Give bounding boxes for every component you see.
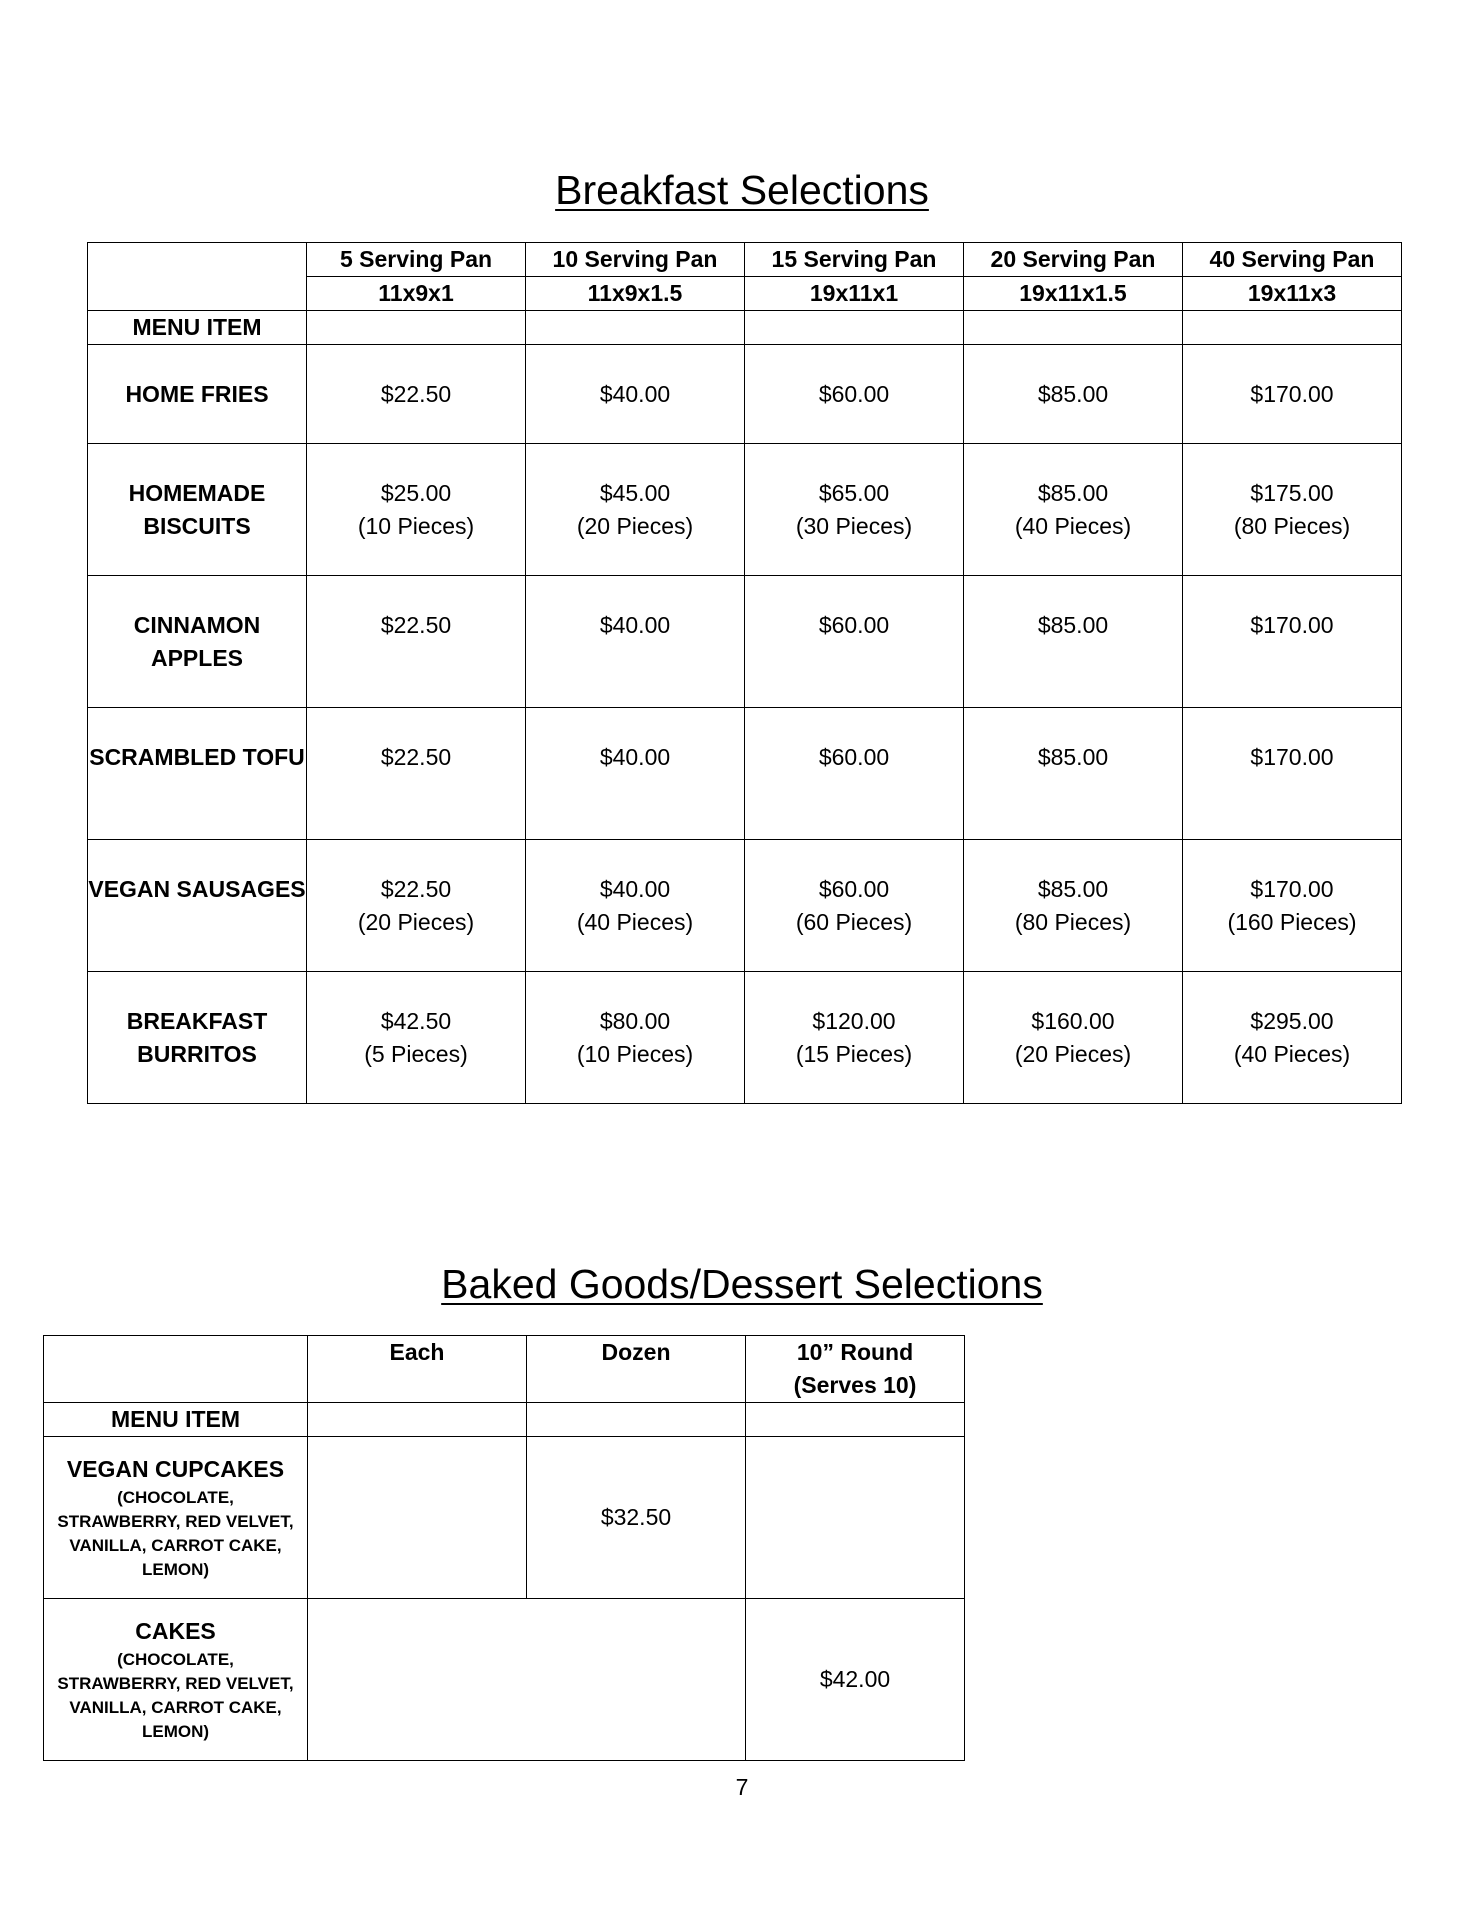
- pan-size: 11x9x1: [307, 277, 526, 311]
- price-cell: $120.00 (15 Pieces): [745, 972, 964, 1104]
- pan-name: 40 Serving Pan: [1183, 243, 1402, 277]
- row-item-vegan-cupcakes: VEGAN CUPCAKES (CHOCOLATE, STRAWBERRY, RED VELVET, VANILLA, CARROT CAKE, LEMON): [44, 1437, 308, 1599]
- row-item-home-fries: HOME FRIES: [88, 345, 307, 444]
- row-item-scrambled-tofu: SCRAMBLED TOFU: [88, 708, 307, 840]
- price-cell: $22.50: [307, 345, 526, 444]
- price-cell: $40.00: [526, 708, 745, 840]
- pan-size: 19x11x1: [745, 277, 964, 311]
- price-cell: $22.50: [307, 576, 526, 708]
- bakery-title: Baked Goods/Dessert Selections: [441, 1261, 1043, 1307]
- row-item-vegan-sausages: VEGAN SAUSAGES: [88, 840, 307, 972]
- pan-size: 19x11x1.5: [964, 277, 1183, 311]
- price-cell: $40.00 (40 Pieces): [526, 840, 745, 972]
- price-cell: $65.00 (30 Pieces): [745, 444, 964, 576]
- pan-size: 19x11x3: [1183, 277, 1402, 311]
- price-cell: $42.50 (5 Pieces): [307, 972, 526, 1104]
- pan-name: 5 Serving Pan: [307, 243, 526, 277]
- price-cell: $22.50: [307, 708, 526, 840]
- bakery-table: [43, 1335, 965, 1761]
- breakfast-table: [87, 242, 1402, 1104]
- price-cell: $40.00: [526, 576, 745, 708]
- price-cell: $85.00 (40 Pieces): [964, 444, 1183, 576]
- pan-name: 15 Serving Pan: [745, 243, 964, 277]
- price-cell: $60.00: [745, 708, 964, 840]
- price-cell: $25.00 (10 Pieces): [307, 444, 526, 576]
- price-cell: $170.00: [1183, 708, 1402, 840]
- pan-name: 20 Serving Pan: [964, 243, 1183, 277]
- price-cell: $160.00 (20 Pieces): [964, 972, 1183, 1104]
- price-cell: $32.50: [527, 1437, 746, 1599]
- price-cell: $22.50 (20 Pieces): [307, 840, 526, 972]
- price-cell: $60.00 (60 Pieces): [745, 840, 964, 972]
- price-cell: $45.00 (20 Pieces): [526, 444, 745, 576]
- price-cell: $85.00: [964, 345, 1183, 444]
- col-round: 10” Round (Serves 10): [746, 1336, 965, 1403]
- row-item-breakfast-burritos: BREAKFAST BURRITOS: [88, 972, 307, 1104]
- row-item-cinnamon-apples: CINNAMON APPLES: [88, 576, 307, 708]
- menu-item-header: MENU ITEM: [88, 311, 307, 345]
- menu-item-header: MENU ITEM: [44, 1403, 308, 1437]
- price-cell: $60.00: [745, 576, 964, 708]
- pan-size: 11x9x1.5: [526, 277, 745, 311]
- page-number: 7: [735, 1774, 749, 1800]
- price-cell: $42.00: [746, 1599, 965, 1761]
- price-cell: $40.00: [526, 345, 745, 444]
- breakfast-title: Breakfast Selections: [555, 167, 929, 213]
- price-cell: $80.00 (10 Pieces): [526, 972, 745, 1104]
- price-cell: $85.00: [964, 708, 1183, 840]
- corner-cell: [44, 1336, 308, 1403]
- price-cell: $170.00 (160 Pieces): [1183, 840, 1402, 972]
- col-dozen: Dozen: [527, 1336, 746, 1403]
- price-cell: $175.00 (80 Pieces): [1183, 444, 1402, 576]
- corner-cell: [88, 243, 307, 311]
- price-cell: $85.00 (80 Pieces): [964, 840, 1183, 972]
- row-item-homemade-biscuits: HOMEMADE BISCUITS: [88, 444, 307, 576]
- price-cell: $170.00: [1183, 576, 1402, 708]
- price-cell: $85.00: [964, 576, 1183, 708]
- price-cell: $60.00: [745, 345, 964, 444]
- price-cell: $295.00 (40 Pieces): [1183, 972, 1402, 1104]
- pan-name: 10 Serving Pan: [526, 243, 745, 277]
- price-cell: $170.00: [1183, 345, 1402, 444]
- col-each: Each: [308, 1336, 527, 1403]
- row-item-cakes: CAKES (CHOCOLATE, STRAWBERRY, RED VELVET, VANILLA, CARROT CAKE, LEMON): [44, 1599, 308, 1761]
